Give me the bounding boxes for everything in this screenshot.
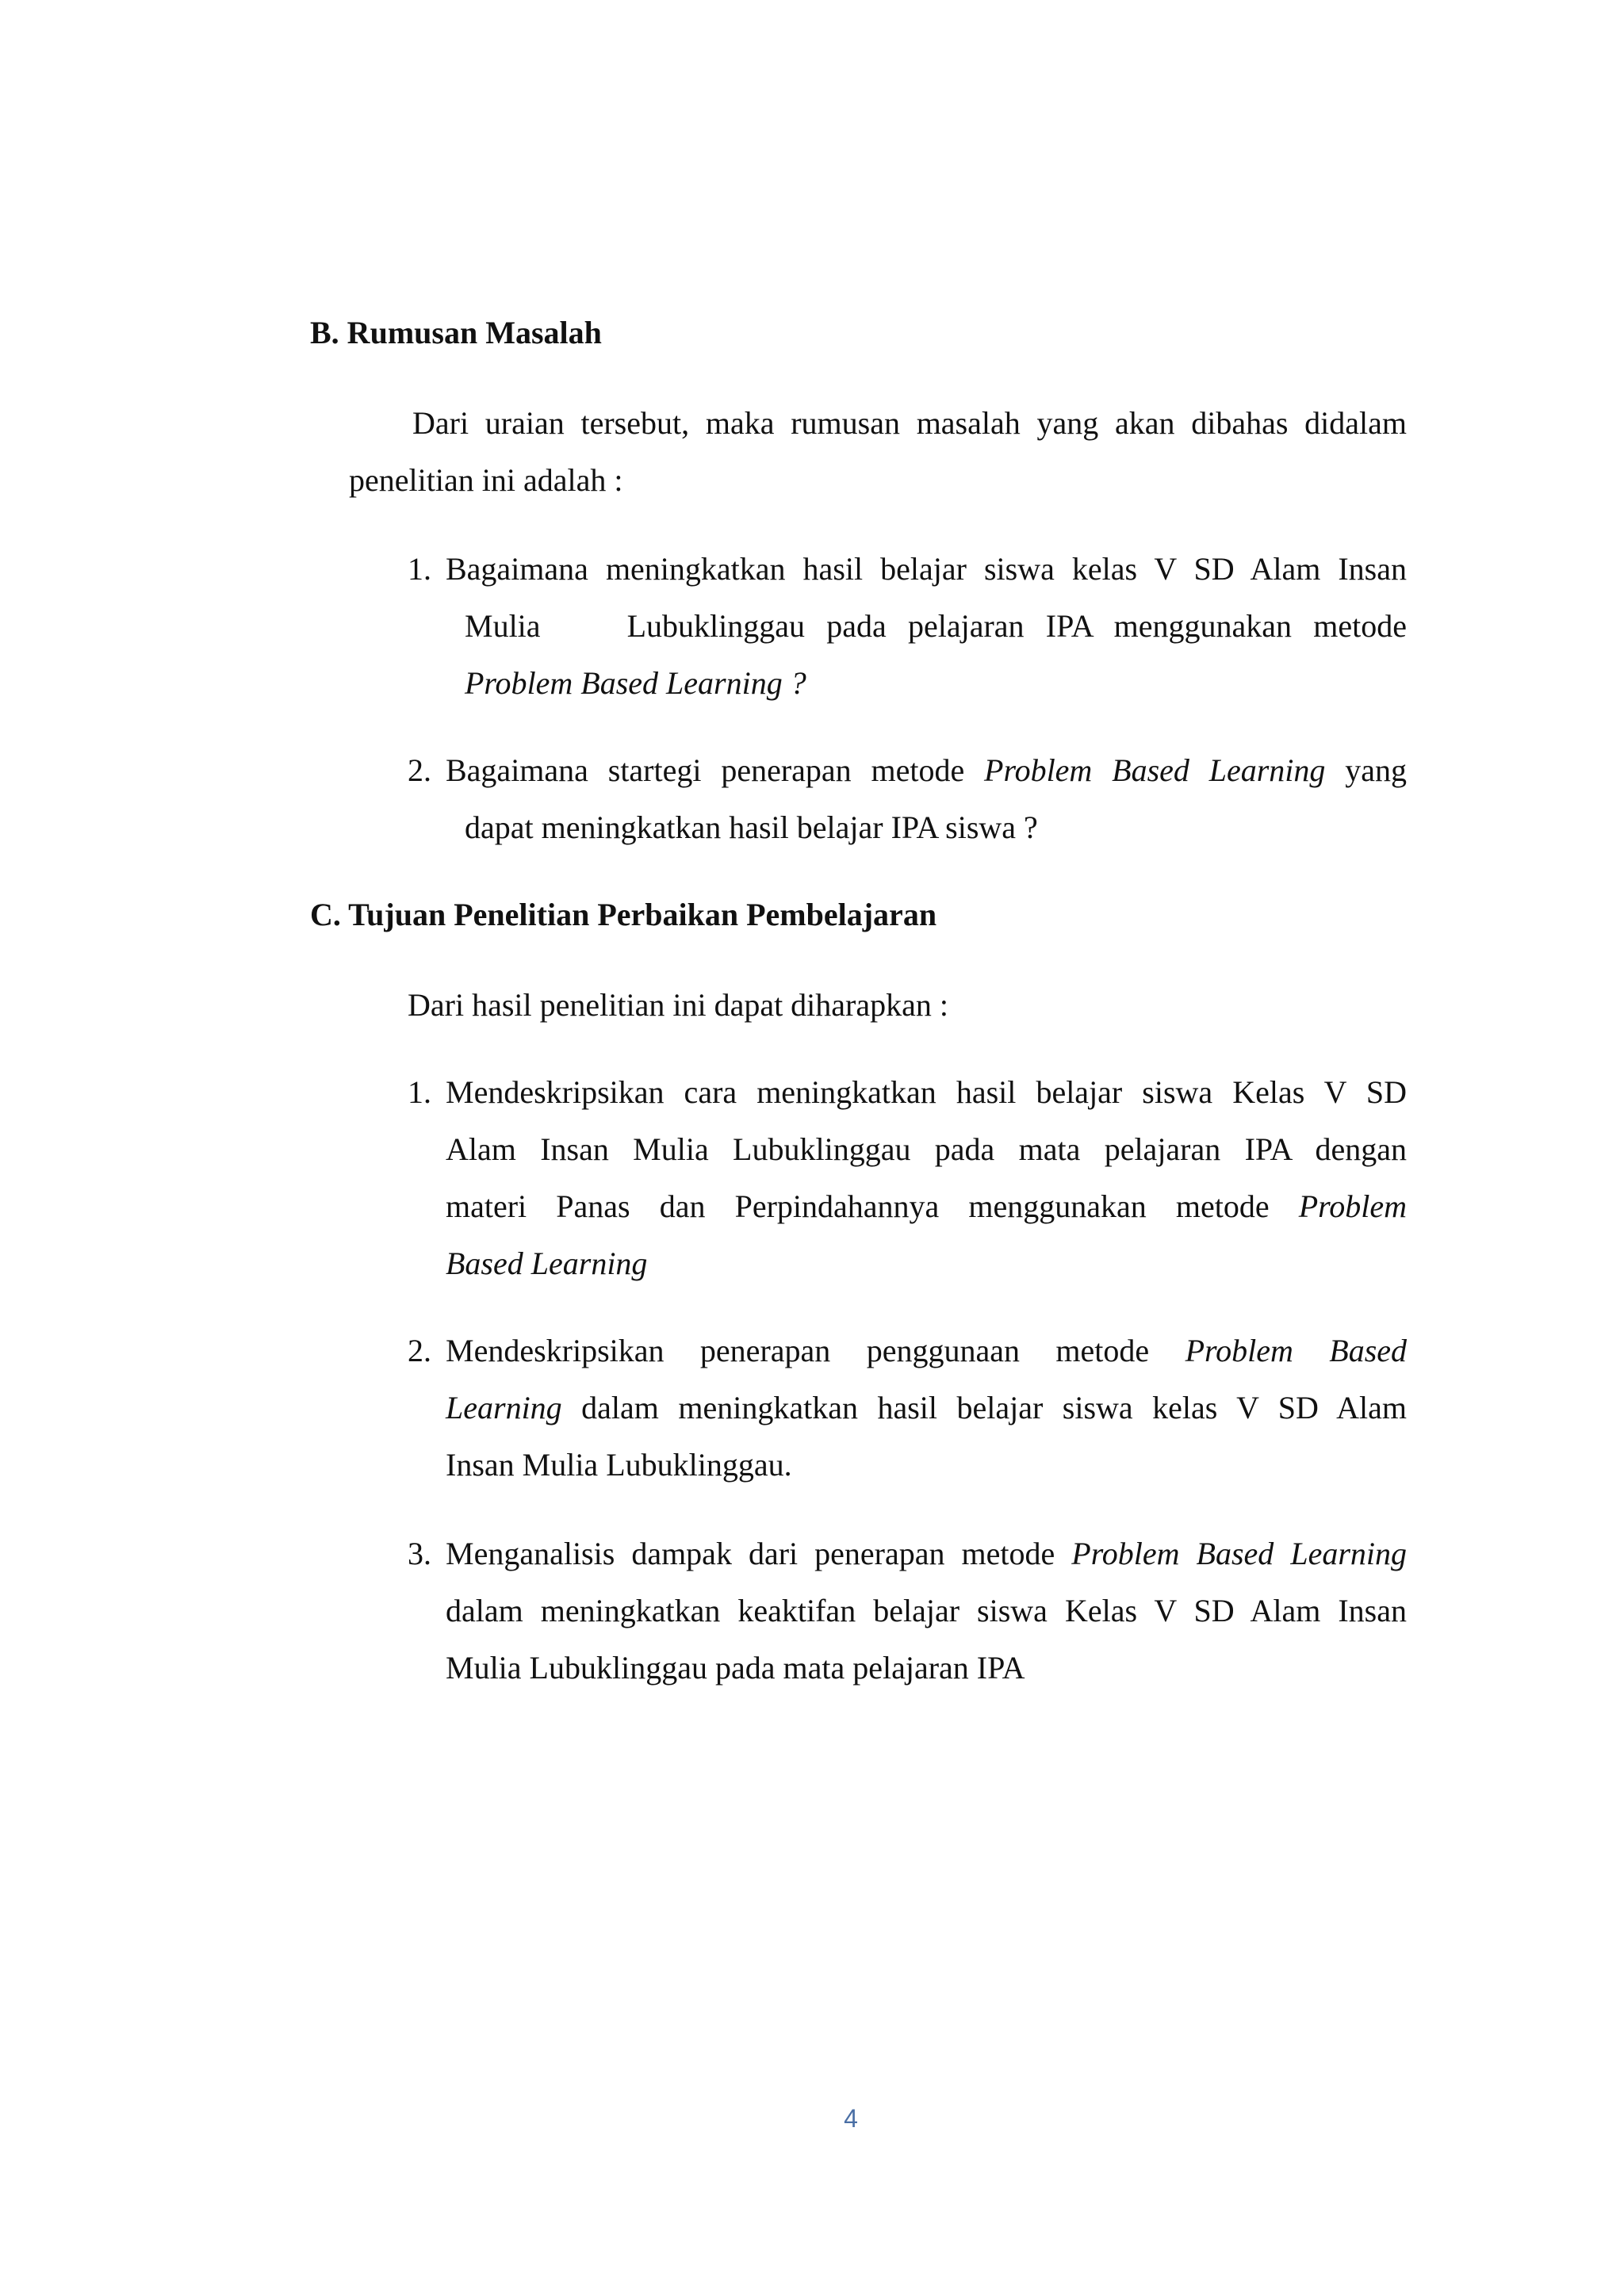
list-item-emphasis: Problem Based Learning — [1071, 1536, 1407, 1571]
list-item-line-1: Mendeskripsikan cara meningkatkan hasil belajar siswa Kelas V SD — [446, 1074, 1407, 1110]
list-item-emphasis: Problem Based Learning ? — [465, 665, 806, 701]
list-item-text: Mendeskripsikan penerapan penggunaan metode — [446, 1333, 1150, 1368]
list-number: 1. — [408, 551, 431, 587]
section-b-intro — [349, 395, 1407, 509]
list-item-emphasis: Based Learning — [446, 1246, 648, 1281]
list-number: 2. — [408, 1333, 431, 1368]
list-number: 1. — [408, 1074, 431, 1110]
list-item-text: Mulia — [465, 608, 541, 644]
section-c-intro: Dari hasil penelitian ini dapat diharapkan : — [408, 987, 948, 1023]
list-item-text: Menganalisis dampak dari penerapan metode — [446, 1536, 1055, 1571]
list-item-line-3: Insan Mulia Lubuklinggau. — [446, 1447, 792, 1483]
list-item-line-1 — [446, 1525, 1407, 1582]
list-item-emphasis: Problem Based Learning — [984, 752, 1326, 788]
section-c-heading: C. Tujuan Penelitian Perbaikan Pembelajaran — [310, 897, 937, 932]
list-number: 3. — [408, 1536, 431, 1571]
list-item-line-3 — [465, 655, 1407, 712]
list-item-emphasis: Problem — [1298, 1188, 1408, 1224]
list-number: 2. — [408, 752, 431, 788]
list-item-line-2: dapat meningkatkan hasil belajar IPA siswa ? — [465, 809, 1038, 845]
list-item-line-1: Bagaimana meningkatkan hasil belajar siswa kelas V SD Alam Insan — [446, 551, 1407, 587]
list-item-line-1 — [446, 742, 1407, 799]
list-item-text: dalam meningkatkan hasil belajar siswa kelas V SD Alam — [581, 1390, 1408, 1425]
section-b-heading: B. Rumusan Masalah — [310, 315, 602, 350]
list-item-line-2 — [465, 598, 1407, 655]
section-b-intro-line-2: penelitian ini adalah : — [349, 462, 623, 498]
list-item-line-2 — [446, 1380, 1407, 1437]
list-item-text: Bagaimana startegi penerapan metode — [446, 752, 965, 788]
list-item-line-3 — [446, 1178, 1407, 1235]
list-item-text: yang — [1345, 752, 1407, 788]
list-item-line-3: Mulia Lubuklinggau pada mata pelajaran IPA — [446, 1650, 1025, 1686]
list-item-line-1 — [446, 1322, 1407, 1380]
list-item-line-2: Alam Insan Mulia Lubuklinggau pada mata pelajaran IPA dengan — [446, 1131, 1407, 1167]
section-b-intro-line-1: Dari uraian tersebut, maka rumusan masalah yang akan dibahas didalam — [412, 405, 1407, 441]
list-item-text: Lubuklinggau pada pelajaran IPA menggunakan metode — [626, 608, 1407, 644]
page-number: 4 — [844, 2104, 858, 2133]
list-item-text: materi Panas dan Perpindahannya menggunakan metode — [446, 1188, 1270, 1224]
list-item-line-4 — [446, 1235, 1407, 1292]
list-item-line-2: dalam meningkatkan keaktifan belajar siswa Kelas V SD Alam Insan — [446, 1593, 1407, 1628]
list-item-emphasis: Problem Based — [1185, 1333, 1408, 1368]
list-item-emphasis: Learning — [446, 1390, 562, 1425]
